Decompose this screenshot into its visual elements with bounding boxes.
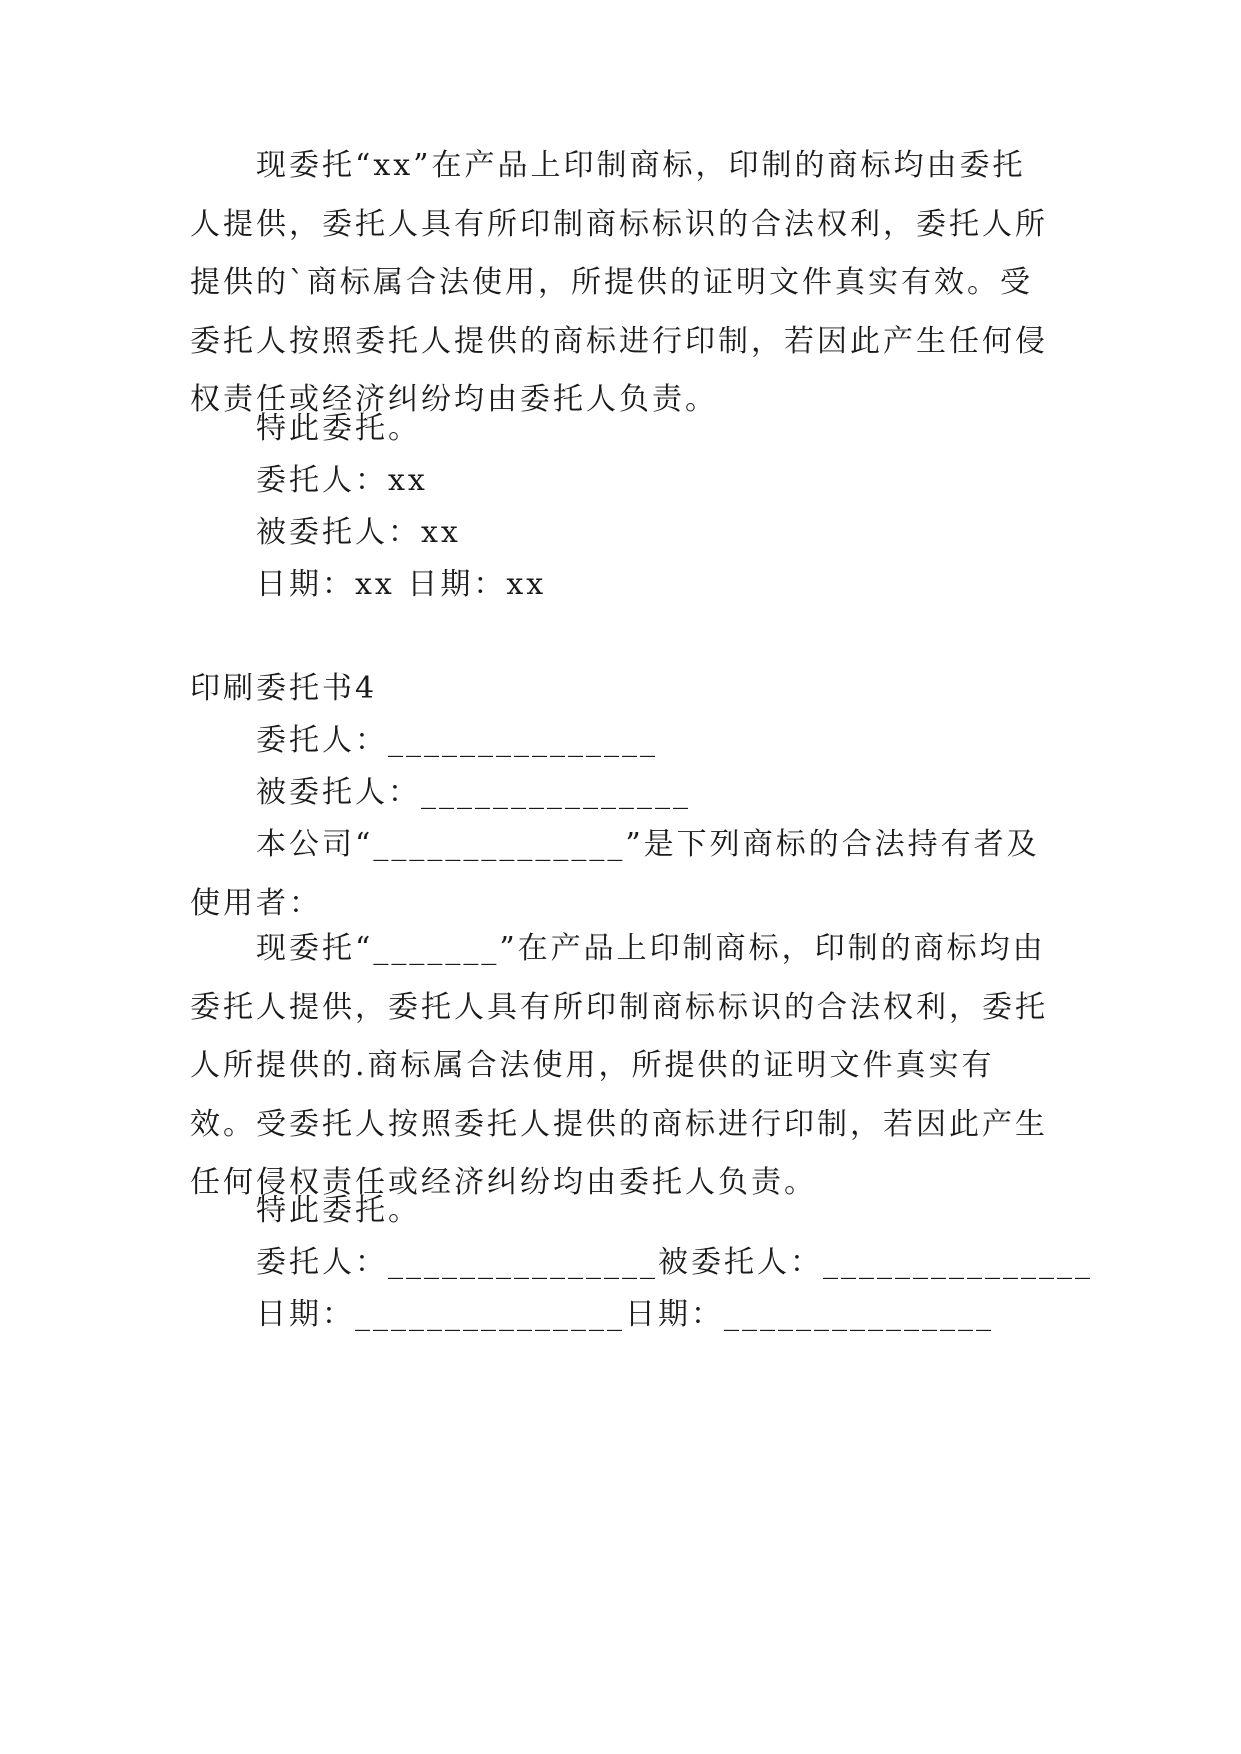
prev-special-note: 特此委托。 xyxy=(256,411,421,446)
section-title: 印刷委托书4 xyxy=(190,671,378,706)
signatures-line: 委托人：_______________被委托人：_______________ xyxy=(256,1245,1093,1280)
prev-entrust-paragraph: 现委托“xx”在产品上印制商标，印制的商标均由委托人提供，委托人具有所印制商标标识的合法权利，委托人所提供的`商标属合法使用，所提供的证明文件真实有效。受委托人按照委托人提供的商标进行印制，若因此产生任何侵权责任或经济纠纷均由委托人负责。 xyxy=(190,148,1048,417)
agent-line: 被委托人：_______________ xyxy=(256,775,691,810)
principal-line: 委托人：_______________ xyxy=(256,723,658,758)
company-statement: 本公司“______________”是下列商标的合法持有者及使用者： xyxy=(190,827,1040,921)
prev-agent-line: 被委托人：xx xyxy=(256,515,461,550)
special-note: 特此委托。 xyxy=(256,1193,421,1228)
entrust-paragraph: 现委托“_______”在产品上印制商标，印制的商标均由委托人提供，委托人具有所印制商标标识的合法权利，委托人所提供的.商标属合法使用，所提供的证明文件真实有效。受委托人按照委托人提供的商标进行印制，若因此产生任何侵权责任或经济纠纷均由委托人负责。 xyxy=(190,931,1048,1200)
prev-principal-line: 委托人：xx xyxy=(256,463,428,498)
prev-dates-line: 日期：xx 日期：xx xyxy=(256,567,547,602)
dates-line: 日期：_______________日期：_______________ xyxy=(256,1297,994,1332)
